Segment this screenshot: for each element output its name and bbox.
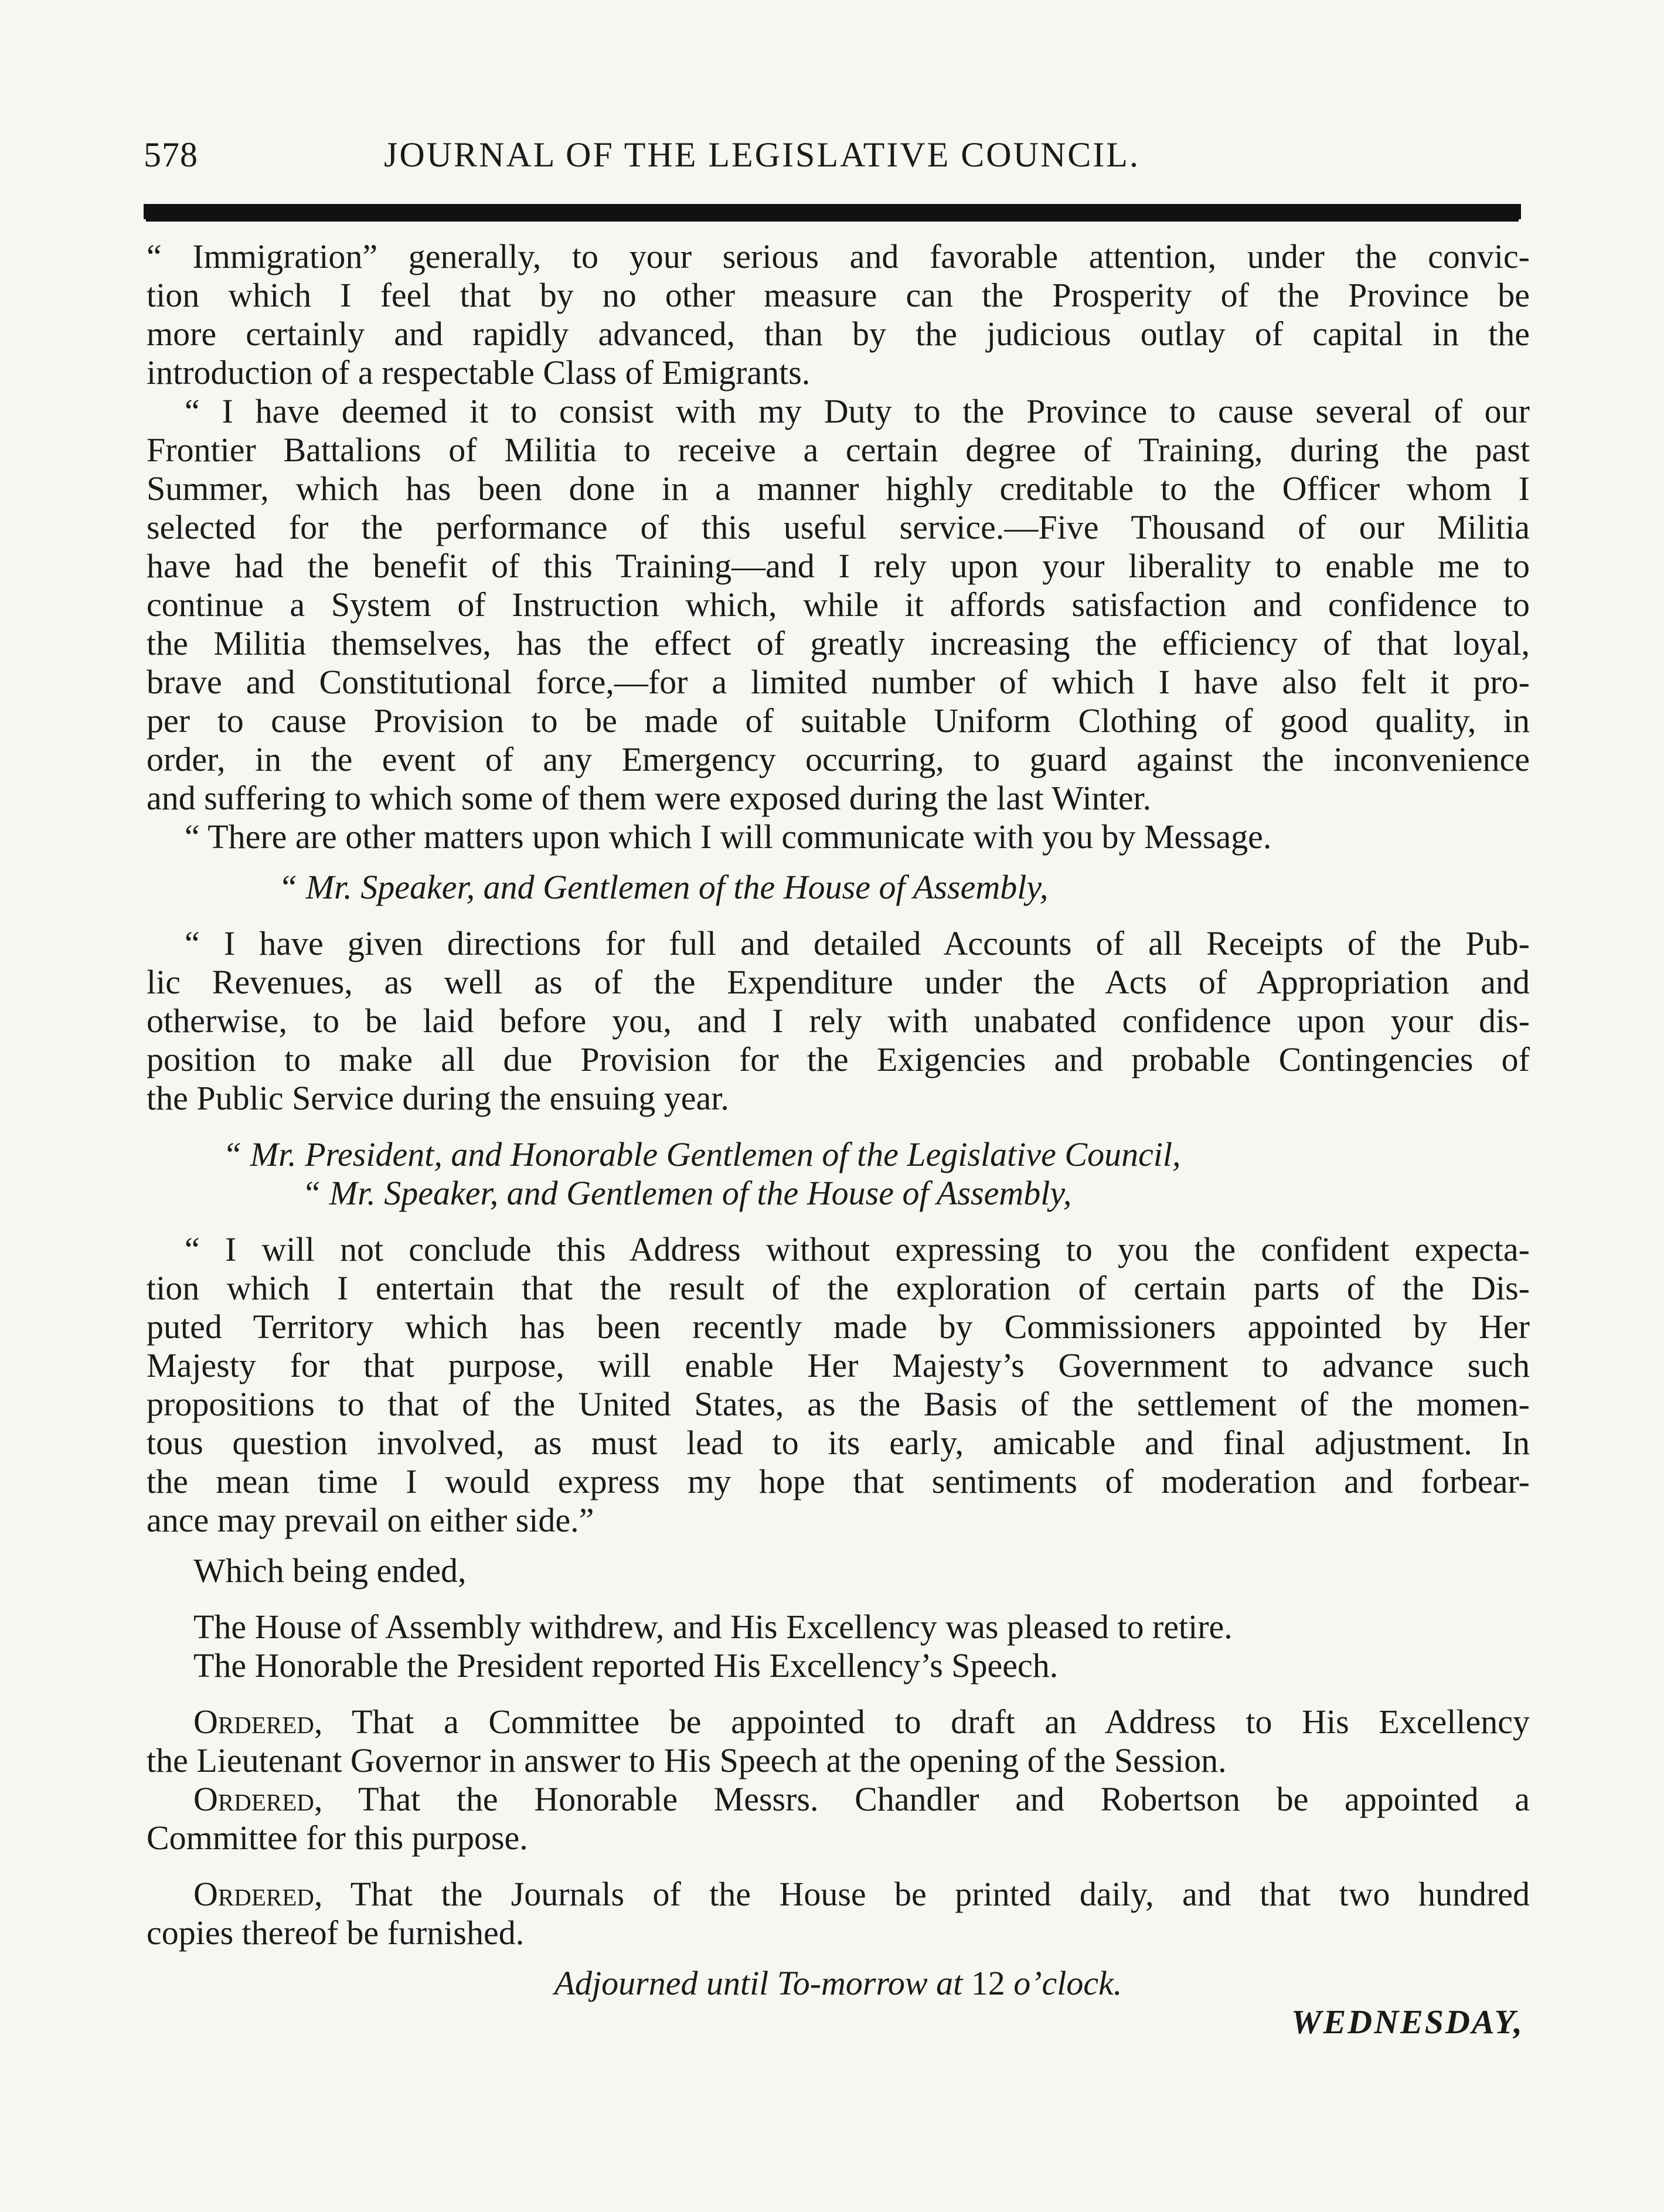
text-line: “ I have deemed it to consist with my Duty to the Province to cause several of our <box>185 392 1530 430</box>
order-committee-members <box>147 1780 1530 1857</box>
house-withdrew: The House of Assembly withdrew, and His Excellency was pleased to retire. <box>193 1608 1233 1646</box>
text-line: introduction of a respectable Class of Emigrants. <box>147 353 811 392</box>
header-rule <box>144 204 1521 219</box>
text-line: selected for the performance of this useful service.—Five Thousand of our Militia <box>147 508 1530 546</box>
which-being-ended: Which being ended, <box>193 1551 467 1590</box>
ordered-label: Ordered, <box>193 1780 323 1818</box>
page-number: 578 <box>144 135 198 174</box>
ordered-label: Ordered, <box>193 1703 323 1741</box>
paragraph-message: “ There are other matters upon which I will communicate with you by Message. <box>185 818 1272 856</box>
running-title: JOURNAL OF THE LEGISLATIVE COUNCIL. <box>384 135 1140 174</box>
text-line: the mean time I would express my hope that sentiments of moderation and forbear- <box>147 1462 1530 1500</box>
address-heading-council: “ Mr. President, and Honorable Gentlemen of the Legislative Council, <box>223 1135 1181 1173</box>
text-line: the Militia themselves, has the effect of greatly increasing the efficiency of that loyal, <box>147 624 1530 662</box>
order-committee-address <box>147 1703 1530 1780</box>
address-heading-assembly: “ Mr. Speaker, and Gentlemen of the House of Assembly, <box>278 868 1049 906</box>
text-line: tous question involved, as must lead to its early, amicable and final adjustment. In <box>147 1424 1530 1462</box>
text-line: the Public Service during the ensuing year. <box>147 1079 729 1117</box>
paragraph-militia <box>147 392 1530 818</box>
text-line: more certainly and rapidly advanced, than by the judicious outlay of capital in the <box>147 315 1530 353</box>
text-line: “ Immigration” generally, to your serious and favorable attention, under the convic- <box>147 237 1530 275</box>
text-line: Summer, which has been done in a manner highly creditable to the Officer whom I <box>147 469 1530 508</box>
text-line: otherwise, to be laid before you, and I rely with unabated confidence upon your dis- <box>147 1002 1530 1040</box>
text-line: “ I will not conclude this Address without expressing to you the confident expecta- <box>185 1230 1530 1268</box>
text-line: Ordered, That a Committee be appointed to draft an Address to His Excellency <box>193 1703 1530 1741</box>
paragraph-immigration <box>147 237 1530 392</box>
text-line: Frontier Battalions of Militia to receive a certain degree of Training, during the past <box>147 431 1530 469</box>
order-journals-printed <box>147 1875 1530 1952</box>
text-line: tion which I entertain that the result of the exploration of certain parts of the Dis- <box>147 1269 1530 1307</box>
address-heading-assembly-2: “ Mr. Speaker, and Gentlemen of the House of Assembly, <box>302 1174 1072 1212</box>
text-line: Ordered, That the Journals of the House be printed daily, and that two hundred <box>193 1875 1530 1913</box>
text-line: brave and Constitutional force,—for a limited number of which I have also felt it pro- <box>147 663 1530 701</box>
president-reported: The Honorable the President reported His Excellency’s Speech. <box>193 1646 1059 1684</box>
text-line: have had the benefit of this Training—and I rely upon your liberality to enable me to <box>147 547 1530 585</box>
text-line: Majesty for that purpose, will enable Her Majesty’s Government to advance such <box>147 1346 1530 1384</box>
text-line: “ I have given directions for full and detailed Accounts of all Receipts of the Pub- <box>185 924 1530 962</box>
ordered-label: Ordered, <box>193 1875 323 1913</box>
text-line: per to cause Provision to be made of suitable Uniform Clothing of good quality, in <box>147 702 1530 740</box>
text-line: propositions to that of the United States, as the Basis of the settlement of the momen- <box>147 1385 1530 1423</box>
text-line: puted Territory which has been recently made by Commissioners appointed by Her <box>147 1308 1530 1346</box>
text-line: lic Revenues, as well as of the Expenditure under the Acts of Appropriation and <box>147 963 1530 1001</box>
text-line: and suffering to which some of them were exposed during the last Winter. <box>147 779 1152 817</box>
text-line: the Lieutenant Governor in answer to His Speech at the opening of the Session. <box>147 1741 1227 1779</box>
text-line: Committee for this purpose. <box>147 1819 528 1857</box>
adjournment: Adjourned until To-morrow at 12 o’clock. <box>554 1964 1122 2002</box>
page-header <box>144 135 1521 188</box>
paragraph-disputed-territory <box>147 1230 1530 1540</box>
text-line: order, in the event of any Emergency occurring, to guard against the inconvenience <box>147 740 1530 778</box>
text-line: position to make all due Provision for the Exigencies and probable Contingencies of <box>147 1040 1530 1078</box>
text-line: ance may prevail on either side.” <box>147 1501 594 1539</box>
paragraph-revenues <box>147 924 1530 1118</box>
text-line: continue a System of Instruction which, while it affords satisfaction and confidence to <box>147 586 1530 624</box>
text-line: tion which I feel that by no other measure can the Prosperity of the Province be <box>147 276 1530 314</box>
catchword: WEDNESDAY, <box>1291 2003 1524 2041</box>
text-line: Ordered, That the Honorable Messrs. Chandler and Robertson be appointed a <box>193 1780 1530 1818</box>
page-body <box>147 237 1530 2041</box>
text-line: copies thereof be furnished. <box>147 1914 525 1952</box>
